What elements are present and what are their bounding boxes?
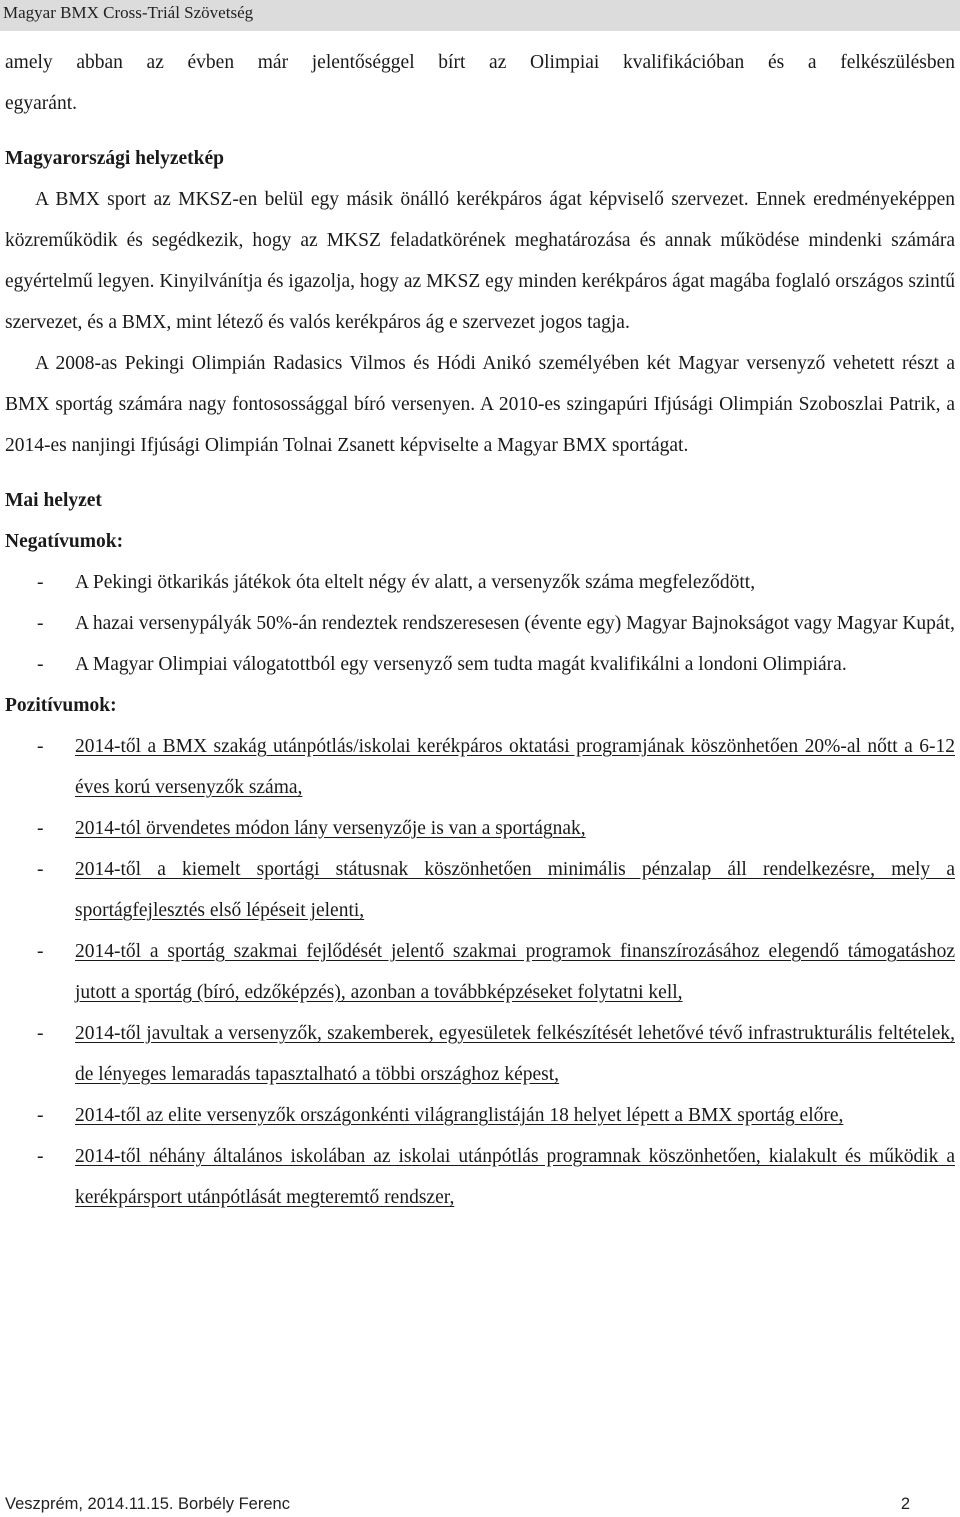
bullet-dash: - [37, 1023, 44, 1044]
list-item-text: A Magyar Olimpiai válogatottból egy versenyző sem tudta magát kvalifikálni a londoni Olimpiára. [75, 654, 847, 675]
document-body [5, 42, 955, 1218]
list-item-text: 2014-től javultak a versenyzők, szakemberek, egyesületek felkészítését lehetővé tévő infrastrukturális feltételek, de lényeges lemaradás tapasztalható a többi országhoz képest, [75, 1023, 955, 1085]
intro-line-1: amely abban az évben már jelentőséggel bírt az Olimpiai kvalifikációban és a felkészülésben [5, 52, 955, 73]
list-item [5, 1136, 955, 1218]
negatives-heading: Negatívumok: [5, 531, 124, 552]
positives-list [5, 726, 955, 1218]
page-footer [5, 1495, 910, 1517]
spacer [5, 466, 955, 480]
list-item-text: 2014-től a BMX szakág utánpótlás/iskolai kerékpáros oktatási programjának köszönhetően 20%-al nőtt a 6-12 éves korú versenyzők száma, [75, 736, 955, 798]
bullet-dash: - [37, 736, 44, 757]
bullet-dash: - [37, 859, 44, 880]
list-item-text: A hazai versenypályák 50%-án rendeztek rendszeresesen (évente egy) Magyar Bajnokságot vagy Magyar Kupát, [75, 613, 955, 634]
list-item [5, 931, 955, 1013]
list-item [5, 1095, 955, 1136]
bullet-dash: - [37, 1146, 44, 1167]
bullet-dash: - [37, 613, 44, 634]
intro-line-2: egyaránt. [5, 93, 78, 114]
bullet-dash: - [37, 1105, 44, 1126]
list-item-text: 2014-től a sportág szakmai fejlődését jelentő szakmai programok finanszírozásához elegendő támogatáshoz jutott a sportág (bíró, edzőképzés), azonban a továbbképzéseket folytatni kell, [75, 941, 955, 1003]
page-number: 2 [900, 1495, 910, 1513]
header-title: Magyar BMX Cross-Triál Szövetség [3, 3, 254, 22]
page-header [0, 0, 960, 31]
list-item-text: 2014-től a kiemelt sportági státusnak köszönhetően minimális pénzalap áll rendelkezésre, mely a sportágfejlesztés első lépéseit jelenti, [75, 859, 955, 921]
list-item-text: 2014-től az elite versenyzők országonkénti világranglistáján 18 helyet lépett a BMX sportág előre, [75, 1105, 844, 1126]
list-item [5, 808, 955, 849]
section-heading-current: Mai helyzet [5, 490, 102, 511]
bullet-dash: - [37, 572, 44, 593]
situation-paragraph-1: A BMX sport az MKSZ-en belül egy másik önálló kerékpáros ágat képviselő szervezet. Ennek eredményeképpen közreműködik és segédkezik, hogy az MKSZ feladatkörének meghatározása és annak működése mindenki számára egyértelmű legyen. Kinyilvánítja és igazolja, hogy az MKSZ egy minden kerékpáros ágat magába foglaló országos szintű szervezet, és a BMX, mint létező és valós kerékpáros ág e szervezet jogos tagja. [5, 189, 955, 333]
list-item [5, 562, 955, 603]
list-item [5, 726, 955, 808]
footer-place-date-author: Veszprém, 2014.11.15. Borbély Ferenc [5, 1495, 290, 1513]
list-item [5, 603, 955, 644]
spacer [5, 124, 955, 138]
section-heading-situation: Magyarországi helyzetkép [5, 148, 224, 169]
list-item-text: A Pekingi ötkarikás játékok óta eltelt négy év alatt, a versenyzők száma megfeleződött, [75, 572, 756, 593]
list-item-text: 2014-től néhány általános iskolában az iskolai utánpótlás programnak köszönhetően, kialakult és működik a kerékpársport utánpótlását megteremtő rendszer, [75, 1146, 955, 1208]
bullet-dash: - [37, 818, 44, 839]
positives-heading: Pozitívumok: [5, 695, 117, 716]
list-item-text: 2014-tól örvendetes módon lány versenyzője is van a sportágnak, [75, 818, 586, 839]
situation-paragraph-2: A 2008-as Pekingi Olimpián Radasics Vilmos és Hódi Anikó személyében két Magyar versenyző vehetett részt a BMX sportág számára nagy fontosossággal bíró versenyen. A 2010-es szingapúri Ifjúsági Olimpián Szoboszlai Patrik, a 2014-es nanjingi Ifjúsági Olimpián Tolnai Zsanett képviselte a Magyar BMX sportágat. [5, 353, 955, 456]
list-item [5, 1013, 955, 1095]
list-item [5, 644, 955, 685]
negatives-list [5, 562, 955, 685]
list-item [5, 849, 955, 931]
bullet-dash: - [37, 941, 44, 962]
bullet-dash: - [37, 654, 44, 675]
